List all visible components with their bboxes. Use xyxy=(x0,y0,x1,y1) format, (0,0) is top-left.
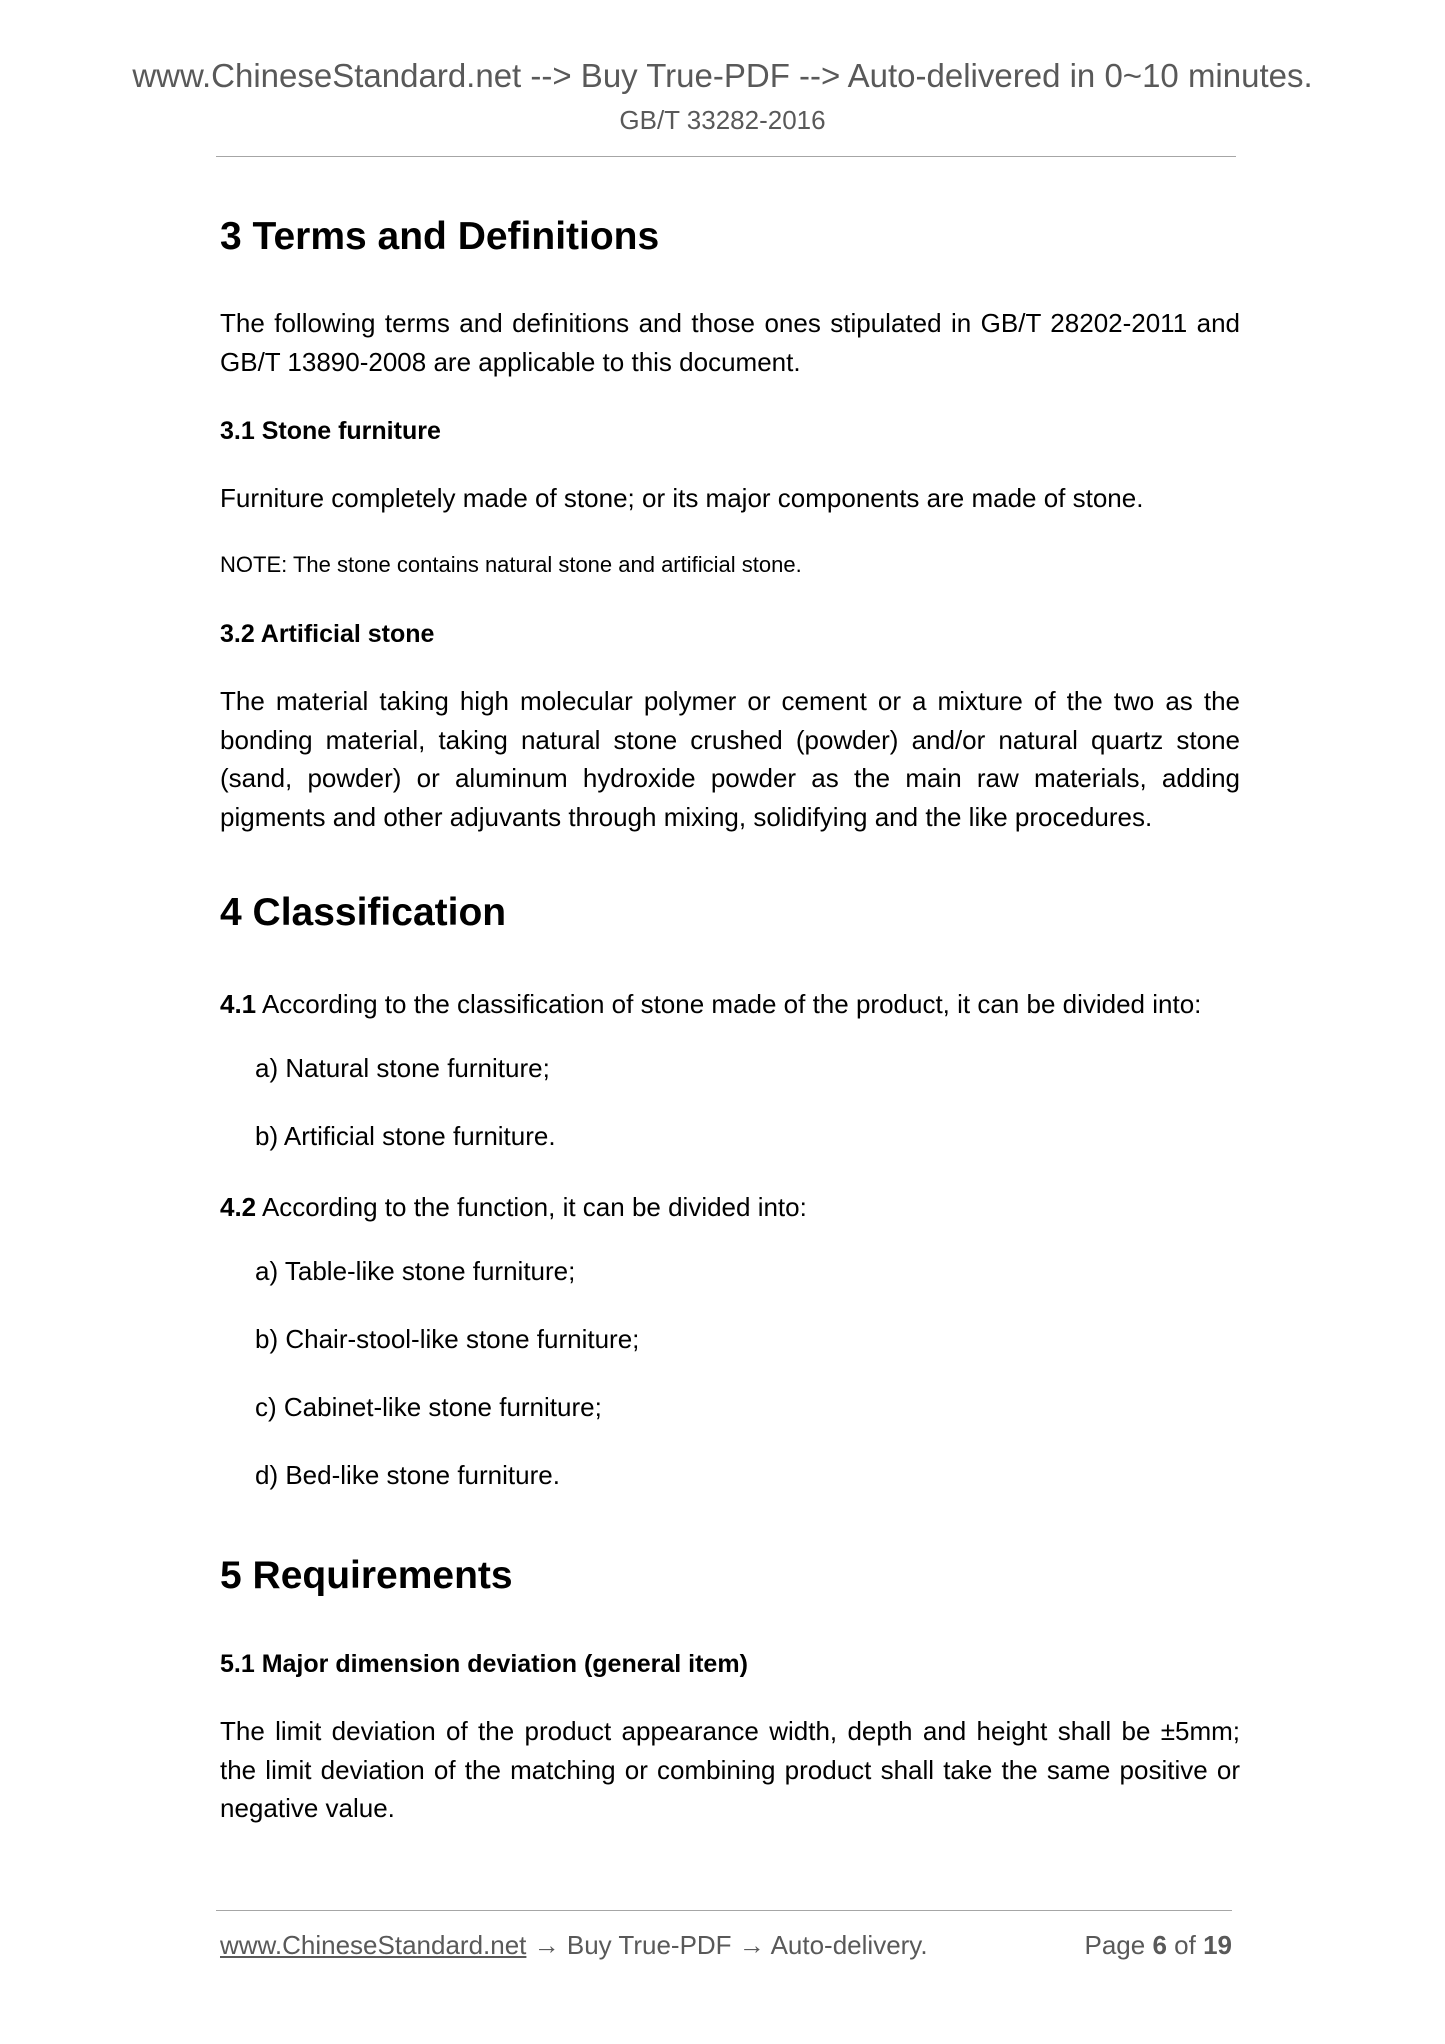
section-3-2-heading: 3.2 Artificial stone xyxy=(220,620,435,648)
page-indicator xyxy=(1084,1930,1232,1961)
section-3-intro: The following terms and definitions and those ones stipulated in GB/T 28202-2011 and GB/T 13890-2008 are applicable to this document. xyxy=(220,308,1240,377)
list-item: a) Natural stone furniture; xyxy=(255,1053,550,1083)
section-4-2-number: 4.2 xyxy=(220,1192,257,1222)
section-4-heading: 4 Classification xyxy=(220,891,507,934)
page-footer xyxy=(220,1930,1232,1961)
section-4-2-text: According to the function, it can be divided into: xyxy=(256,1192,807,1222)
header-divider xyxy=(216,156,1236,157)
section-3-heading: 3 Terms and Definitions xyxy=(220,215,660,258)
page-of: of xyxy=(1174,1930,1196,1960)
document-code: GB/T 33282-2016 xyxy=(619,105,826,135)
list-item: a) Table-like stone furniture; xyxy=(255,1256,576,1286)
page-total: 19 xyxy=(1203,1930,1232,1960)
section-4-1-text: According to the classification of stone made of the product, it can be divided into: xyxy=(256,989,1202,1019)
header-banner: www.ChineseStandard.net --> Buy True-PDF --> Auto-delivered in 0~10 minutes. xyxy=(132,57,1313,94)
section-5-heading: 5 Requirements xyxy=(220,1554,513,1597)
list-item: d) Bed-like stone furniture. xyxy=(255,1460,560,1490)
section-3-1-text: Furniture completely made of stone; or its major components are made of stone. xyxy=(220,483,1144,513)
section-4-1-paragraph xyxy=(220,985,1240,1024)
section-5-1-heading: 5.1 Major dimension deviation (general item) xyxy=(220,1650,748,1678)
list-item: b) Artificial stone furniture. xyxy=(255,1121,556,1151)
section-5-1-text: The limit deviation of the product appearance width, depth and height shall be ±5mm; the limit deviation of the matching or combining product shall take the same positive or negative value. xyxy=(220,1716,1240,1823)
section-3-2-text: The material taking high molecular polymer or cement or a mixture of the two as the bonding material, taking natural stone crushed (powder) and/or natural quartz stone (sand, powder) or aluminum hydroxide powder as the main raw materials, adding pigments and other adjuvants through mixing, solidifying and the like procedures. xyxy=(220,686,1240,832)
list-item: c) Cabinet-like stone furniture; xyxy=(255,1392,602,1422)
footer-divider xyxy=(216,1910,1232,1911)
list-item: b) Chair-stool-like stone furniture; xyxy=(255,1324,640,1354)
page-current: 6 xyxy=(1152,1930,1167,1960)
page-label: Page xyxy=(1084,1930,1146,1960)
section-3-1-heading: 3.1 Stone furniture xyxy=(220,417,441,445)
section-3-1-note: NOTE: The stone contains natural stone and artificial stone. xyxy=(220,552,802,577)
footer-text: → Buy True-PDF → Auto-delivery. xyxy=(526,1930,928,1960)
section-4-2-paragraph xyxy=(220,1188,1240,1227)
section-4-1-number: 4.1 xyxy=(220,989,257,1019)
footer-link[interactable]: www.ChineseStandard.net xyxy=(220,1930,527,1960)
